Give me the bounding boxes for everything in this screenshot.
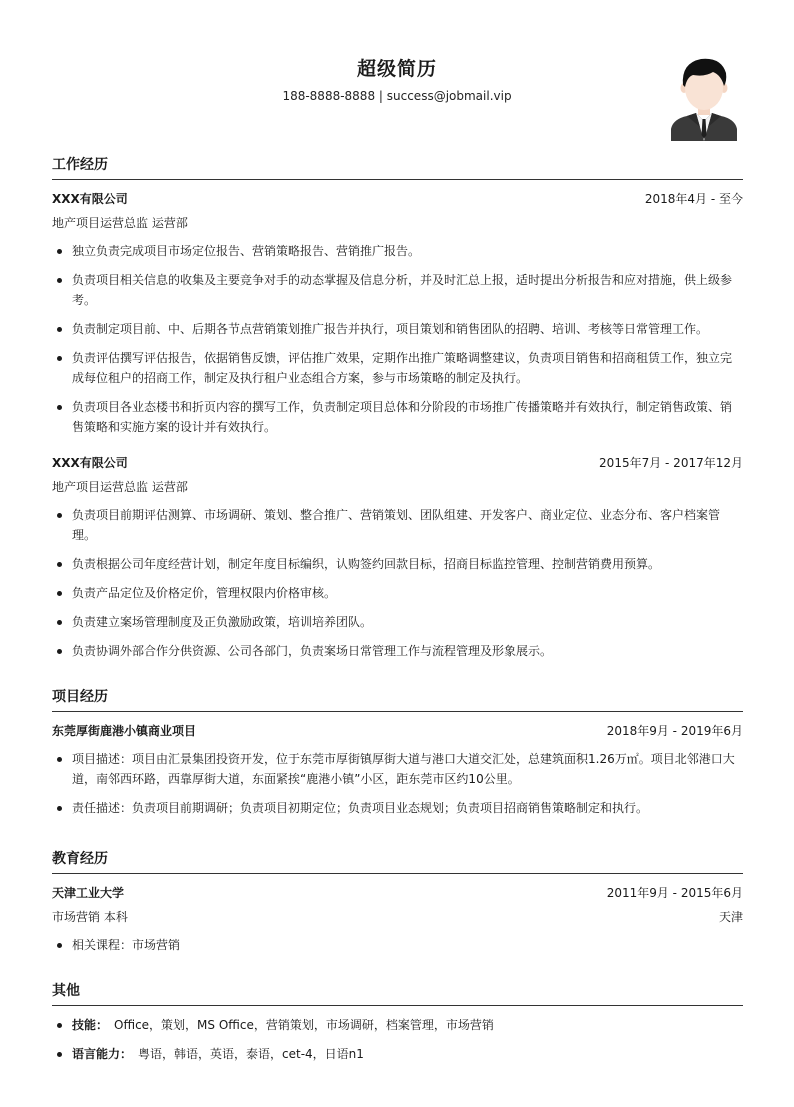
list-item: 负责产品定位及价格定价，管理权限内价格审核。 <box>52 583 743 603</box>
list-item: 负责建立案场管理制度及正负激励政策，培训培养团队。 <box>52 612 743 632</box>
other-list <box>52 1015 743 1064</box>
list-item: 项目描述：项目由汇景集团投资开发，位于东莞市厚街镇厚街大道与港口大道交汇处，总建筑面积1.26万㎡。项目北邻港口大道，南邻西环路，西靠厚街大道，东面紧挨“鹿港小镇”小区，距东莞市区约10公里。 <box>52 749 743 789</box>
list-item: 负责制定项目前、中、后期各节点营销策划推广报告并执行，项目策划和销售团队的招聘、培训、考核等日常管理工作。 <box>52 319 743 339</box>
list-item: 负责协调外部合作分供资源、公司各部门，负责案场日常管理工作与流程管理及形象展示。 <box>52 641 743 661</box>
section-title: 其他 <box>52 980 743 1006</box>
list-item: 责任描述：负责项目前期调研；负责项目初期定位；负责项目业态规划；负责项目招商销售策略制定和执行。 <box>52 798 743 818</box>
list-item: 负责项目各业态楼书和折页内容的撰写工作，负责制定项目总体和分阶段的市场推广传播策略并有效执行，制定销售政策、销售策略和实施方案的设计并有效执行。 <box>52 397 743 437</box>
list-item: 负责项目前期评估测算、市场调研、策划、整合推广、营销策划、团队组建、开发客户、商业定位、业态分布、客户档案管理。 <box>52 505 743 545</box>
duty-list <box>52 241 743 437</box>
date-range: 2011年9月 - 2015年6月 <box>606 886 743 900</box>
candidate-name: 超级简历 <box>356 58 437 80</box>
company-name: XXX有限公司 <box>52 192 128 206</box>
language-label: 语言能力： <box>72 1047 133 1061</box>
work-entry <box>52 451 743 670</box>
section-title: 教育经历 <box>52 848 743 874</box>
list-item <box>52 1044 743 1064</box>
skills-label: 技能： <box>72 1018 109 1032</box>
job-title: 地产项目运营总监 运营部 <box>52 216 188 230</box>
list-item: 相关课程：市场营销 <box>52 935 743 955</box>
resume-header <box>0 0 794 150</box>
work-section <box>52 154 743 446</box>
contact-info: 188-8888-8888 | success@jobmail.vip <box>282 89 512 103</box>
section-title: 项目经历 <box>52 686 743 712</box>
job-title: 地产项目运营总监 运营部 <box>52 480 188 494</box>
date-range: 2018年4月 - 至今 <box>644 192 743 206</box>
project-name: 东莞厚街鹿港小镇商业项目 <box>52 724 197 738</box>
list-item: 独立负责完成项目市场定位报告、营销策略报告、营销推广报告。 <box>52 241 743 261</box>
skills-value: Office，策划，MS Office，营销策划，市场调研，档案管理，市场营销 <box>114 1018 494 1032</box>
company-name: XXX有限公司 <box>52 456 128 470</box>
major-degree: 市场营销 本科 <box>52 910 128 924</box>
duty-list <box>52 505 743 661</box>
date-range: 2018年9月 - 2019年6月 <box>606 724 743 738</box>
other-section <box>52 980 743 1073</box>
list-item: 负责评估撰写评估报告，依据销售反馈，评估推广效果，定期作出推广策略调整建议，负责项目销售和招商租赁工作，独立完成每位租户的招商工作，制定及执行租户业态组合方案，参与市场策略的制定及执行。 <box>52 348 743 388</box>
language-value: 粤语，韩语，英语，泰语，cet-4，日语n1 <box>138 1047 364 1061</box>
education-section <box>52 848 743 964</box>
date-range: 2015年7月 - 2017年12月 <box>599 456 743 470</box>
project-section <box>52 686 743 827</box>
avatar-icon <box>669 55 739 141</box>
list-item: 负责根据公司年度经营计划，制定年度目标编织，认购签约回款目标，招商目标监控管理、控制营销费用预算。 <box>52 554 743 574</box>
section-title: 工作经历 <box>52 154 743 180</box>
school-city: 天津 <box>718 910 743 924</box>
list-item: 负责项目相关信息的收集及主要竞争对手的动态掌握及信息分析，并及时汇总上报，适时提出分析报告和应对措施，供上级参考。 <box>52 270 743 310</box>
school-name: 天津工业大学 <box>52 886 125 900</box>
project-detail-list <box>52 749 743 818</box>
list-item <box>52 1015 743 1035</box>
work-entry <box>52 187 743 437</box>
course-list <box>52 935 743 955</box>
